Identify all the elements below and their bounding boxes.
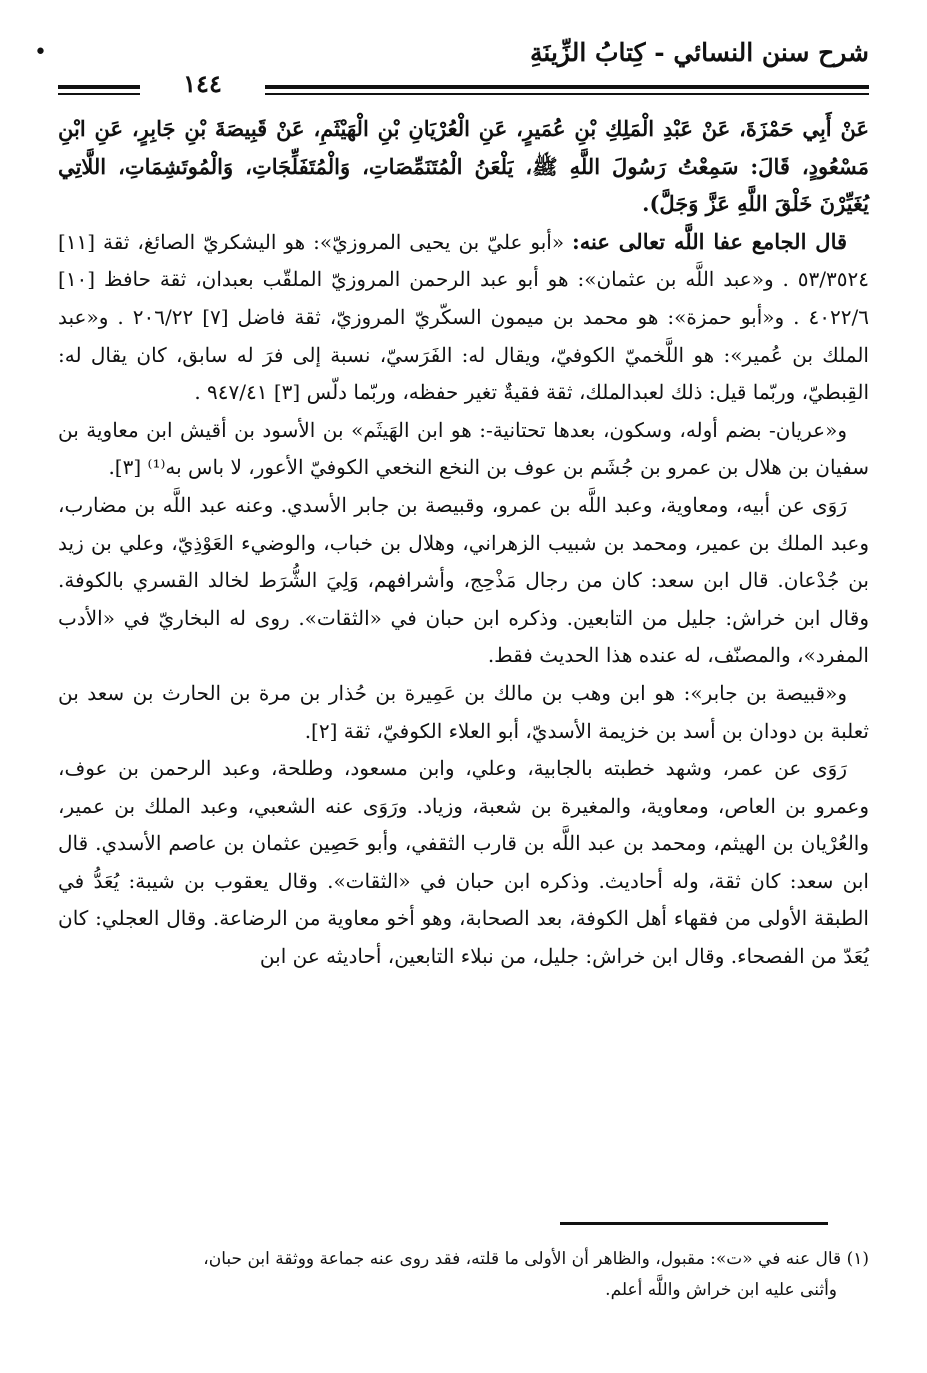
commentary-paragraph-2: و«عريان- بضم أوله، وسكون، بعدها تحتانية-: هو ابن الهَيثَم» بن الأسود بن أقيش ابن معاوية بن سفيان بن هلال بن عمرو بن جُشَم بن عوف بن النخع النخعي الكوفيّ الأعور، لا باس به⁽¹⁾ [٣].: [58, 417, 869, 480]
commentary-paragraph-5: رَوَى عن عمر، وشهد خطبته بالجابية، وعلي، وابن مسعود، وطلحة، وعبد الرحمن بن عوف، وعمرو بن العاص، ومعاوية، والمغيرة بن شعبة، وزياد. ورَوَى عنه الشعبي، وعبد الملك بن عمير، والعُرْيان بن الهيثم، ومحمد بن عبد اللَّه بن قارب الثقفي، وأبو حَصِين عثمان بن عاصم الأسدي. قال ابن سعد: كان ثقة، وله أحاديث. وذكره ابن حبان في «الثقات». وقال يعقوب بن شيبة: يُعَدُّ في الطبقة الأولى من فقهاء أهل الكوفة، بعد الصحابة، وهو أخو معاوية من الرضاعة. وقال العجلي: كان يُعَدّ من الفصحاء. وقال ابن خراش: جليل، من نبلاء التابعين، أحاديثه عن ابن: [58, 756, 869, 969]
footnote-line-2: وأثنى عليه ابن خراش واللَّه أعلم.: [605, 1280, 837, 1300]
main-text: [58, 110, 869, 976]
hadith-text: عَنْ أَبِي حَمْزَةَ، عَنْ عَبْدِ الْمَلِكِ بْنِ عُمَيرٍ، عَنِ الْعُرْيَانِ بْنِ الْهَيْثَمِ، عَنْ قَبِيصَةَ بْنِ جَابِرٍ، عَنِ ابْنِ مَسْعُودٍ، قَالَ: سَمِعْتُ رَسُولَ اللَّهِ ﷺ، يَلْعَنُ الْمُتَنَمِّصَاتِ، وَالْمُتَفَلِّجَاتِ، وَالْمُوتَشِمَاتِ، اللَّاتِي يُغَيِّرْنَ خَلْقَ اللَّهِ عَزَّ وَجَلَّ).: [58, 116, 869, 217]
commentary-paragraph-1-text: «أبو عليّ بن يحيى المروزيّ»: هو اليشكريّ الصائغ، ثقة [١١] ٥٣/٣٥٢٤ . و«عبد اللَّه بن عثمان»: هو أبو عبد الرحمن المروزيّ الملقّب بعبدان، ثقة حافظ [١٠] ٤٠٢٢/٦ . و«أبو حمزة»: هو محمد بن ميمون السكّريّ المروزيّ، ثقة فاضل [٧] ٢٠٦/٢٢ . و«عبد الملك بن عُمير»: هو اللَّخميّ الكوفيّ، ويقال له: الفَرَسيّ، نسبة إلى فرَ له سابق، كان يقال له: القِبطيّ، وربّما قيل: ذلك لعبدالملك، ثقة فقيةٌ تغير حفظه، وربّما دلّس [٣] ٩٤٧/٤١ .: [58, 229, 869, 405]
commentary-paragraph-3: رَوَى عن أبيه، ومعاوية، وعبد اللَّه بن عمرو، وقبيصة بن جابر الأسدي. وعنه عبد اللَّه بن مضارب، وعبد الملك بن عمير، ومحمد بن شبيب الزهراني، وهلال بن خباب، والوضيء العَوْذِيّ، وعلي بن زيد بن جُدْعان. قال ابن سعد: كان من رجال مَذْحِج، وأشرافهم، وَلِيَ الشُّرَط لخالد القسري بالكوفة. وقال ابن خراش: جليل من التابعين. وذكره ابن حبان في «الثقات». روى له البخاريّ في «الأدب المفرد»، والمصنّف، له عنده هذا الحديث فقط.: [58, 492, 869, 668]
page-number: ١٤٤: [140, 70, 265, 98]
footnote: [58, 1244, 869, 1306]
footnote-line-1: (١) قال عنه في «ت»: مقبول، والظاهر أن الأولى ما قلته، فقد روى عنه جماعة ووثقة ابن حبان،: [203, 1249, 869, 1269]
ink-dot: •: [34, 40, 47, 65]
commentary-paragraph-4: و«قبيصة بن جابر»: هو ابن وهب بن مالك بن عَمِيرة بن حُذار بن مرة بن الحارث بن سعد بن ثعلبة بن دودان بن أسد بن خزيمة الأسديّ، أبو العلاء الكوفيّ، ثقة [٢].: [58, 680, 869, 743]
header-title: شرح سنن النسائي - كِتابُ الزِّينَةِ: [530, 38, 869, 67]
commentator-lead: قال الجامع عفا اللَّه تعالى عنه:: [572, 228, 848, 254]
footnote-separator: [560, 1222, 828, 1225]
commentary-paragraph-1: [58, 223, 869, 412]
